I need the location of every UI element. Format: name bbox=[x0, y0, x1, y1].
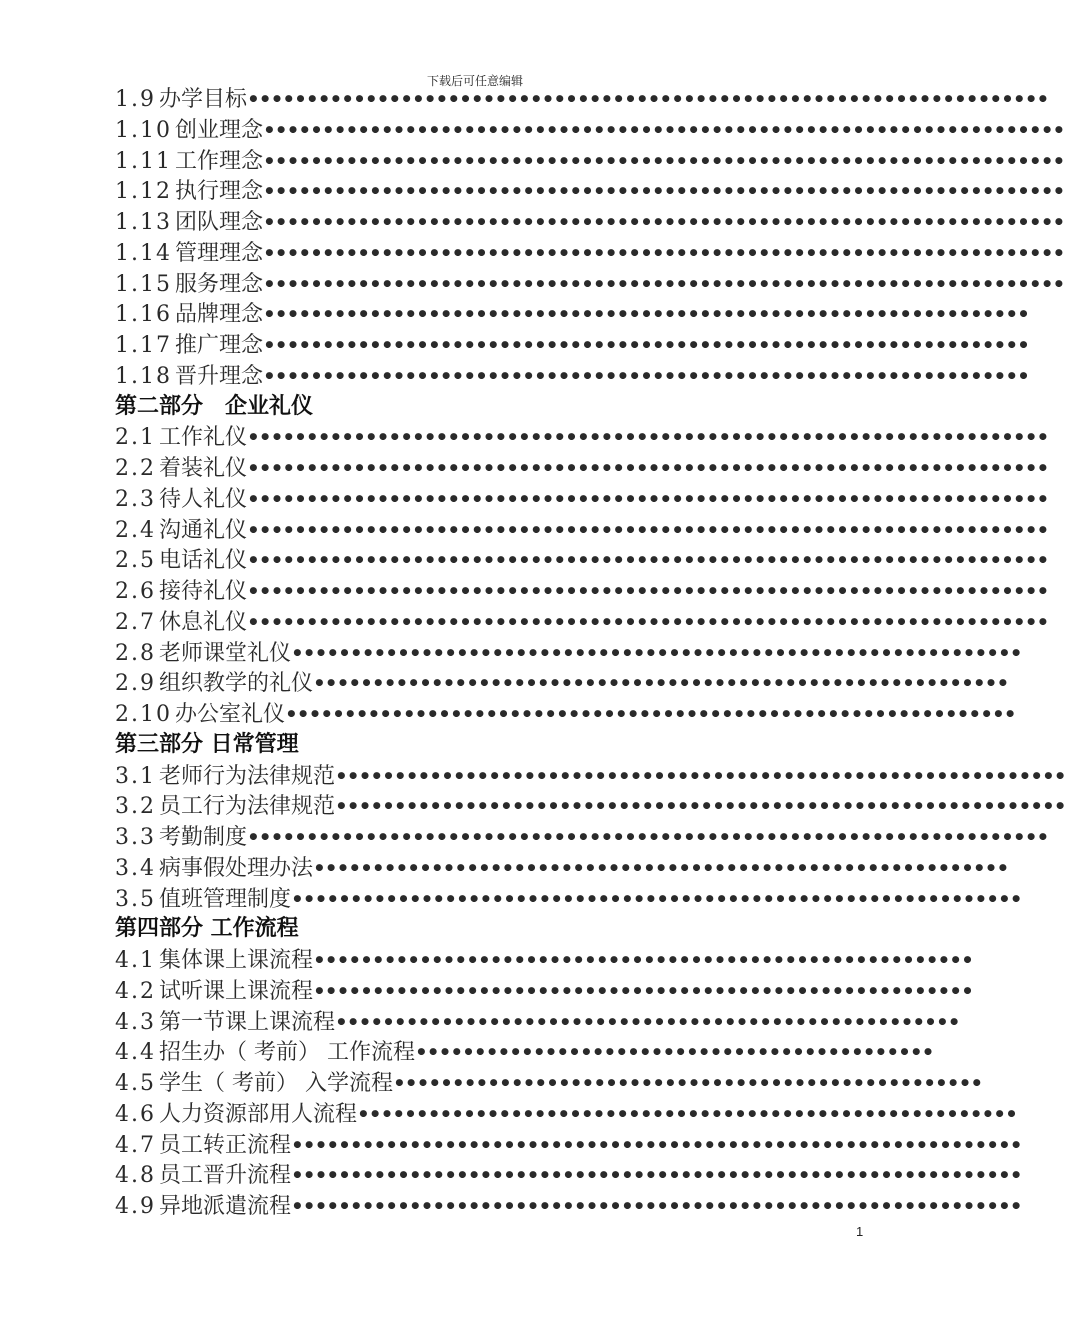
toc-dot-leader: •••••••••••••••••••••••••••••••••••••••••••••••••••••••••••••••••••• bbox=[247, 825, 1049, 849]
toc-dot-leader: ••••••••••••••••••••••••••••••••••••••••••••••••••••••••••••••••• bbox=[263, 363, 1029, 388]
toc-entry[interactable] bbox=[115, 207, 1065, 238]
toc-dot-leader: •••••••••••••••••••••••••••••••••••••••••••••••••••••••••••••••••••• bbox=[247, 87, 1049, 111]
toc-entry-title: 沟通礼仪 bbox=[159, 517, 248, 543]
toc-dot-leader: •••••••••••••••••••••••••••••••••••••••••••••••••••••••••••••• bbox=[291, 1132, 1022, 1157]
toc-dot-leader: •••••••••••••••••••••••••••••••••••••••••••••••••••••••• bbox=[313, 978, 973, 1003]
toc-entry[interactable] bbox=[115, 269, 1065, 300]
toc-entry-title: 老师课堂礼仪 bbox=[159, 640, 292, 666]
toc-entry-number: 4.6 bbox=[115, 1101, 156, 1127]
toc-dot-leader: •••••••••••••••••••••••••••••••••••••••••••••••••••••••••••••• bbox=[291, 886, 1022, 911]
toc-entry-number: 3.5 bbox=[115, 886, 156, 912]
toc-section-heading[interactable] bbox=[115, 914, 845, 945]
toc-entry[interactable] bbox=[115, 853, 1009, 884]
toc-entry[interactable] bbox=[115, 115, 1065, 146]
toc-entry[interactable] bbox=[115, 176, 1065, 207]
toc-entry-number: 2.8 bbox=[115, 640, 156, 666]
table-of-contents bbox=[115, 84, 1066, 1222]
toc-entry-number: 4.7 bbox=[115, 1132, 156, 1158]
toc-entry-number: 4.5 bbox=[115, 1071, 156, 1096]
toc-entry-title: 服务理念 bbox=[174, 271, 263, 297]
toc-heading-title: 第四部分 工作流程 bbox=[115, 916, 299, 942]
toc-entry-number: 3.4 bbox=[115, 855, 156, 881]
toc-dot-leader: •••••••••••••••••••••••••••••••••••••••••••••••••••••••••••••• bbox=[335, 763, 1066, 788]
toc-entry-title: 品牌理念 bbox=[174, 302, 263, 328]
toc-entry-title: 工作礼仪 bbox=[159, 425, 248, 451]
toc-entry-title: 组织教学的礼仪 bbox=[159, 671, 314, 697]
toc-entry-title: 第一节课上课流程 bbox=[159, 1009, 336, 1035]
toc-entry-title: 着装礼仪 bbox=[159, 456, 248, 481]
toc-entry-number: 2.3 bbox=[115, 486, 156, 512]
toc-entry-number: 2.10 bbox=[115, 702, 172, 727]
toc-entry-title: 执行理念 bbox=[174, 179, 263, 205]
toc-entry-title: 晋升理念 bbox=[174, 363, 263, 389]
toc-entry[interactable] bbox=[115, 976, 973, 1007]
toc-entry[interactable] bbox=[115, 299, 1029, 330]
toc-entry-title: 病事假处理办法 bbox=[159, 855, 314, 881]
toc-dot-leader: •••••••••••••••••••••••••••••••••••••••••••••••••••••••••••••••••••• bbox=[263, 240, 1065, 265]
toc-entry[interactable] bbox=[115, 238, 1065, 269]
page-number: 1 bbox=[856, 1224, 864, 1239]
toc-entry-number: 1.14 bbox=[115, 240, 172, 266]
toc-dot-leader: •••••••••••••••••••••••••••••••••••••••••••••••••••••••••••••• bbox=[291, 1163, 1022, 1188]
toc-entry[interactable] bbox=[115, 638, 1022, 669]
toc-dot-leader: •••••••••••••••••••••••••••••••••••••••••••••••••••••••••••••••••••• bbox=[247, 456, 1049, 480]
toc-entry-title: 员工晋升流程 bbox=[159, 1163, 292, 1189]
toc-entry[interactable] bbox=[115, 576, 1049, 607]
toc-dot-leader: •••••••••••••••••••••••••••••••••••••••••••••••••••••••••••••••••••• bbox=[247, 548, 1049, 573]
toc-entry-number: 3.1 bbox=[115, 763, 156, 789]
toc-dot-leader: •••••••••••••••••••••••••••••••••••••••••••••••••• bbox=[393, 1071, 983, 1095]
toc-entry-title: 考勤制度 bbox=[159, 825, 248, 850]
toc-entry-number: 1.12 bbox=[115, 179, 172, 205]
toc-entry-title: 待人礼仪 bbox=[159, 486, 248, 512]
toc-entry[interactable] bbox=[115, 1099, 1017, 1130]
toc-entry-number: 1.11 bbox=[115, 148, 172, 174]
toc-entry[interactable] bbox=[115, 361, 1029, 392]
toc-entry-title: 休息礼仪 bbox=[159, 609, 248, 635]
toc-entry-title: 集体课上课流程 bbox=[159, 948, 314, 973]
toc-entry[interactable] bbox=[115, 1191, 1022, 1222]
toc-entry-title: 人力资源部用人流程 bbox=[159, 1101, 358, 1127]
toc-entry[interactable] bbox=[115, 668, 1009, 699]
toc-dot-leader: ••••••••••••••••••••••••••••••••••••••••••••••••••••••••••••••••• bbox=[263, 302, 1029, 327]
toc-entry-title: 团队理念 bbox=[174, 210, 263, 235]
toc-dot-leader: •••••••••••••••••••••••••••••••••••••••••••••••••••••••••••••••••••• bbox=[247, 486, 1049, 511]
toc-entry-number: 1.9 bbox=[115, 87, 156, 112]
toc-dot-leader: ••••••••••••••••••••••••••••••••••••••••••••••••••••••••••• bbox=[313, 671, 1009, 696]
toc-entry-title: 老师行为法律规范 bbox=[159, 763, 336, 789]
toc-entry-number: 2.5 bbox=[115, 548, 156, 574]
toc-entry[interactable] bbox=[115, 1130, 1022, 1161]
toc-entry[interactable] bbox=[115, 945, 973, 976]
toc-entry[interactable] bbox=[115, 1007, 960, 1038]
toc-entry-number: 4.2 bbox=[115, 978, 156, 1004]
toc-entry-number: 1.13 bbox=[115, 210, 172, 235]
toc-entry-title: 员工行为法律规范 bbox=[159, 794, 336, 820]
toc-entry-number: 4.1 bbox=[115, 948, 156, 973]
toc-entry[interactable] bbox=[115, 330, 1029, 361]
toc-entry-number: 2.1 bbox=[115, 425, 156, 451]
toc-entry[interactable] bbox=[115, 1037, 934, 1068]
toc-entry-title: 招生办（ 考前） 工作流程 bbox=[159, 1040, 415, 1066]
toc-heading-title: 第三部分 日常管理 bbox=[115, 731, 299, 757]
toc-dot-leader: •••••••••••••••••••••••••••••••••••••••••••••••••••••••• bbox=[313, 948, 973, 972]
toc-entry[interactable] bbox=[115, 1068, 983, 1099]
toc-entry[interactable] bbox=[115, 791, 1066, 822]
toc-entry-title: 电话礼仪 bbox=[159, 548, 248, 574]
toc-entry-title: 异地派遣流程 bbox=[159, 1194, 292, 1219]
toc-entry[interactable] bbox=[115, 822, 1049, 853]
toc-entry-number: 1.10 bbox=[115, 117, 172, 143]
toc-dot-leader: •••••••••••••••••••••••••••••••••••••••••••• bbox=[415, 1040, 934, 1065]
toc-entry-number: 4.9 bbox=[115, 1194, 156, 1219]
toc-entry-number: 1.18 bbox=[115, 363, 172, 389]
toc-entry[interactable] bbox=[115, 453, 1049, 484]
toc-dot-leader: ••••••••••••••••••••••••••••••••••••••••••••••••••••••••••••••••• bbox=[263, 333, 1029, 357]
toc-entry-number: 3.3 bbox=[115, 825, 156, 850]
toc-dot-leader: •••••••••••••••••••••••••••••••••••••••••••••••••••••••••••••••••••• bbox=[263, 271, 1065, 296]
toc-section-heading[interactable] bbox=[115, 730, 845, 761]
page-header: 下载后可任意编辑 bbox=[426, 74, 523, 88]
toc-entry-title: 值班管理制度 bbox=[159, 886, 292, 912]
toc-entry[interactable] bbox=[115, 699, 1016, 730]
toc-entry[interactable] bbox=[115, 146, 1065, 177]
toc-entry[interactable] bbox=[115, 515, 1049, 546]
toc-dot-leader: •••••••••••••••••••••••••••••••••••••••••••••••••••••••••••••• bbox=[285, 702, 1016, 726]
toc-entry-number: 1.15 bbox=[115, 271, 172, 297]
toc-dot-leader: •••••••••••••••••••••••••••••••••••••••••••••••••••••••••••••• bbox=[291, 1194, 1022, 1218]
toc-entry-title: 员工转正流程 bbox=[159, 1132, 292, 1158]
toc-entry-title: 学生（ 考前） 入学流程 bbox=[159, 1071, 393, 1096]
toc-dot-leader: •••••••••••••••••••••••••••••••••••••••••••••••••••••••••••••••••••• bbox=[247, 579, 1049, 603]
toc-entry[interactable] bbox=[115, 607, 1049, 638]
toc-entry-title: 推广理念 bbox=[174, 333, 263, 358]
toc-entry-title: 试听课上课流程 bbox=[159, 978, 314, 1004]
toc-dot-leader: •••••••••••••••••••••••••••••••••••••••••••••••••••••••••••••••••••• bbox=[263, 179, 1065, 204]
toc-entry-title: 办公室礼仪 bbox=[174, 702, 285, 727]
toc-entry-number: 4.8 bbox=[115, 1163, 156, 1189]
toc-entry-number: 4.3 bbox=[115, 1009, 156, 1035]
toc-dot-leader: •••••••••••••••••••••••••••••••••••••••••••••••••••••••••••••• bbox=[335, 794, 1066, 819]
toc-entry[interactable] bbox=[115, 545, 1049, 576]
toc-entry-title: 工作理念 bbox=[174, 148, 263, 174]
toc-entry-number: 1.16 bbox=[115, 302, 172, 328]
toc-heading-title: 第二部分 企业礼仪 bbox=[115, 393, 314, 419]
toc-entry-number: 1.17 bbox=[115, 333, 172, 358]
toc-entry-number: 2.9 bbox=[115, 671, 156, 697]
toc-entry[interactable] bbox=[115, 84, 1049, 115]
toc-entry-title: 办学目标 bbox=[159, 87, 248, 112]
toc-section-heading[interactable] bbox=[115, 392, 845, 423]
toc-entry[interactable] bbox=[115, 484, 1049, 515]
toc-dot-leader: •••••••••••••••••••••••••••••••••••••••••••••••••••••••• bbox=[357, 1101, 1017, 1126]
toc-entry-number: 2.4 bbox=[115, 517, 156, 543]
toc-dot-leader: •••••••••••••••••••••••••••••••••••••••••••••••••••••••••••••••••••• bbox=[247, 425, 1049, 450]
toc-dot-leader: •••••••••••••••••••••••••••••••••••••••••••••••••••••••••••••••••••• bbox=[263, 117, 1065, 142]
toc-entry[interactable] bbox=[115, 1160, 1022, 1191]
toc-dot-leader: •••••••••••••••••••••••••••••••••••••••••••••••••••••••••••••••••••• bbox=[247, 517, 1049, 542]
toc-entry-number: 2.6 bbox=[115, 579, 156, 604]
toc-entry-number: 2.7 bbox=[115, 609, 156, 635]
toc-dot-leader: ••••••••••••••••••••••••••••••••••••••••••••••••••••••••••• bbox=[313, 855, 1009, 880]
toc-entry-title: 接待礼仪 bbox=[159, 579, 248, 604]
toc-entry-title: 创业理念 bbox=[174, 117, 263, 143]
toc-entry-number: 4.4 bbox=[115, 1040, 156, 1066]
toc-entry[interactable] bbox=[115, 761, 1066, 792]
toc-dot-leader: •••••••••••••••••••••••••••••••••••••••••••••••••••••••••••••• bbox=[291, 640, 1022, 665]
toc-entry-number: 2.2 bbox=[115, 456, 156, 481]
toc-entry-title: 管理理念 bbox=[174, 240, 263, 266]
toc-entry[interactable] bbox=[115, 884, 1022, 915]
toc-dot-leader: •••••••••••••••••••••••••••••••••••••••••••••••••••••••••••••••••••• bbox=[263, 148, 1065, 173]
toc-dot-leader: •••••••••••••••••••••••••••••••••••••••••••••••••••••••••••••••••••• bbox=[263, 210, 1065, 234]
toc-entry[interactable] bbox=[115, 422, 1049, 453]
toc-dot-leader: •••••••••••••••••••••••••••••••••••••••••••••••••••••••••••••••••••• bbox=[247, 609, 1049, 634]
toc-entry-number: 3.2 bbox=[115, 794, 156, 820]
toc-dot-leader: ••••••••••••••••••••••••••••••••••••••••••••••••••••• bbox=[335, 1009, 960, 1034]
